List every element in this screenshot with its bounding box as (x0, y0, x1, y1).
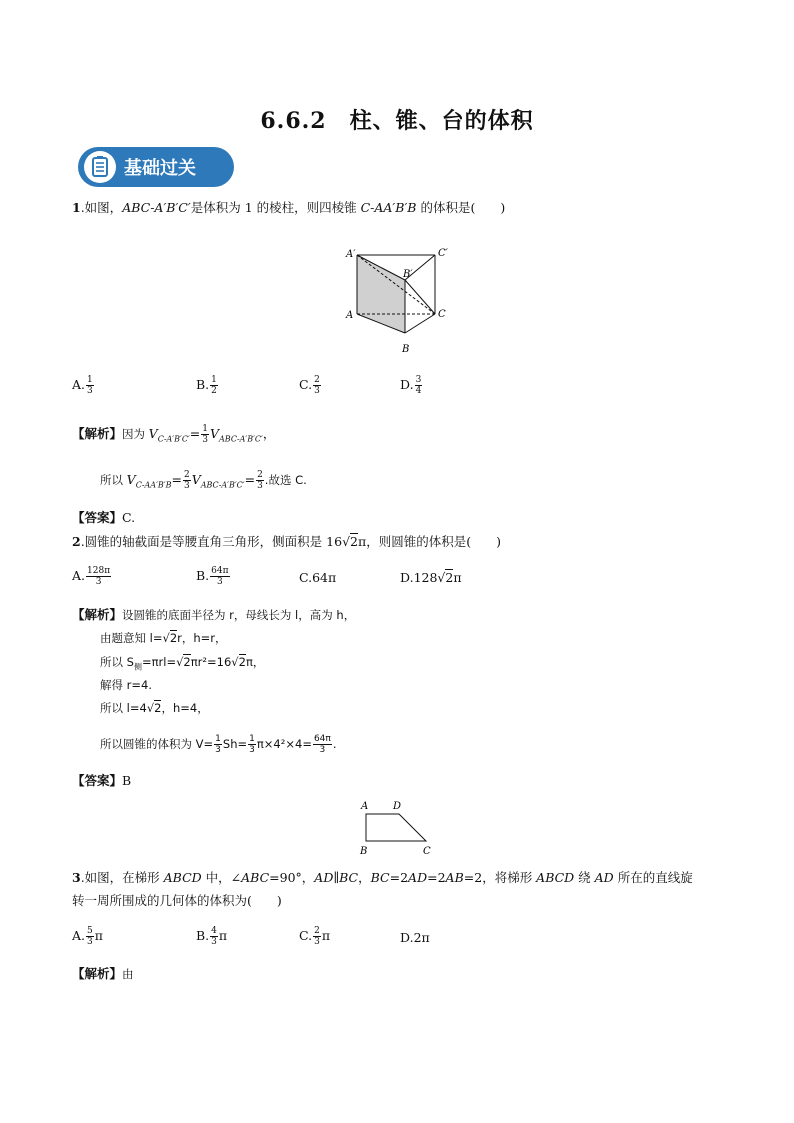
label-a: A (361, 801, 369, 812)
q3-option-d: D.2π (400, 930, 430, 945)
q2-analysis-line4: 解得 r=4. (100, 678, 152, 692)
q3-stem-line2: 转一周所围成的几何体的体积为( ) (72, 893, 282, 908)
q2-option-b: B. $\frac{64\pi}{3}$ (196, 566, 229, 587)
section-banner (78, 147, 234, 187)
label-a: A (346, 310, 354, 321)
q2-option-a: A. $\frac{128\pi}{3}$ (72, 566, 111, 587)
q2-analysis-line2: 由题意知 l=√2r，h=r， (100, 631, 227, 645)
q1-option-b: B. $\frac{1}{2}$ (196, 375, 217, 396)
q1-option-c: C. $\frac{2}{3}$ (299, 375, 320, 396)
page-title: 6.6.2 柱、锥、台的体积 (260, 108, 534, 134)
q2-stem: 2.圆锥的轴截面是等腰直角三角形，侧面积是 16√2π，则圆锥的体积是( ) (72, 534, 501, 549)
checklist-icon (84, 151, 116, 183)
q2-analysis-line3: 所以 $S_侧=\pi rl=√2\pi r^2=16√2\pi$， (100, 655, 265, 672)
q2-analysis-line5: 所以 l=4√2，h=4， (100, 701, 209, 715)
label-b: B (402, 344, 410, 355)
q1-answer: 【答案】C. (72, 510, 136, 525)
q2-analysis-line6: 所以圆锥的体积为 V= $\frac{1}{3}$ Sh= $\frac{1}{3}$ π×4²×4= $\frac{64\pi}{3}$ . (100, 734, 337, 755)
q2-option-c: C.64π (299, 570, 337, 585)
q3-option-c: C. $\frac{2}{3}$ π (299, 926, 331, 947)
q3-option-b: B. $\frac{4}{3}$ π (196, 926, 228, 947)
label-a1: A′ (346, 249, 356, 260)
q1-option-d: D. $\frac{3}{4}$ (400, 375, 422, 396)
q3-stem-line1: 3.如图，在梯形 ABCD 中，∠ABC=90°，AD∥BC，BC=2AD=2AB=2，将梯形 ABCD 绕 AD 所在的直线旋 (72, 870, 693, 885)
label-c: C (438, 309, 446, 320)
q2-answer: 【答案】B (72, 773, 132, 788)
label-c1: C′ (438, 248, 448, 259)
q2-option-d: D.128√2π (400, 570, 462, 585)
prism-figure (340, 240, 460, 360)
q2-analysis-line1: 【解析】设圆锥的底面半径为 r，母线长为 l，高为 h， (72, 607, 356, 622)
label-c: C (423, 846, 431, 857)
q1-analysis-line1: 【解析】因为 $V_{C-A'B'C'}=$ $\frac{1}{3}$ $V_{ABC-A'B'C'}$， (72, 424, 276, 445)
q3-analysis: 【解析】由 (72, 966, 134, 981)
banner-label: 基础过关 (124, 158, 196, 179)
trapezoid-figure (355, 796, 439, 858)
label-d: D (393, 801, 402, 812)
label-b1: B′ (403, 269, 413, 280)
q1-stem: 1.如图，ABC-A′B′C′是体积为 1 的棱柱，则四棱锥 C-AA′B′B 的体积是( ) (72, 200, 506, 215)
q1-analysis-line2: 所以 $V_{C-AA'B'B}=$ $\frac{2}{3}$ $V_{ABC-A'B'C'}=$ $\frac{2}{3}$ .故选 C. (100, 470, 307, 491)
label-b: B (360, 846, 368, 857)
q1-option-a: A. $\frac{1}{3}$ (72, 375, 93, 396)
q3-option-a: A. $\frac{5}{3}$ π (72, 926, 103, 947)
